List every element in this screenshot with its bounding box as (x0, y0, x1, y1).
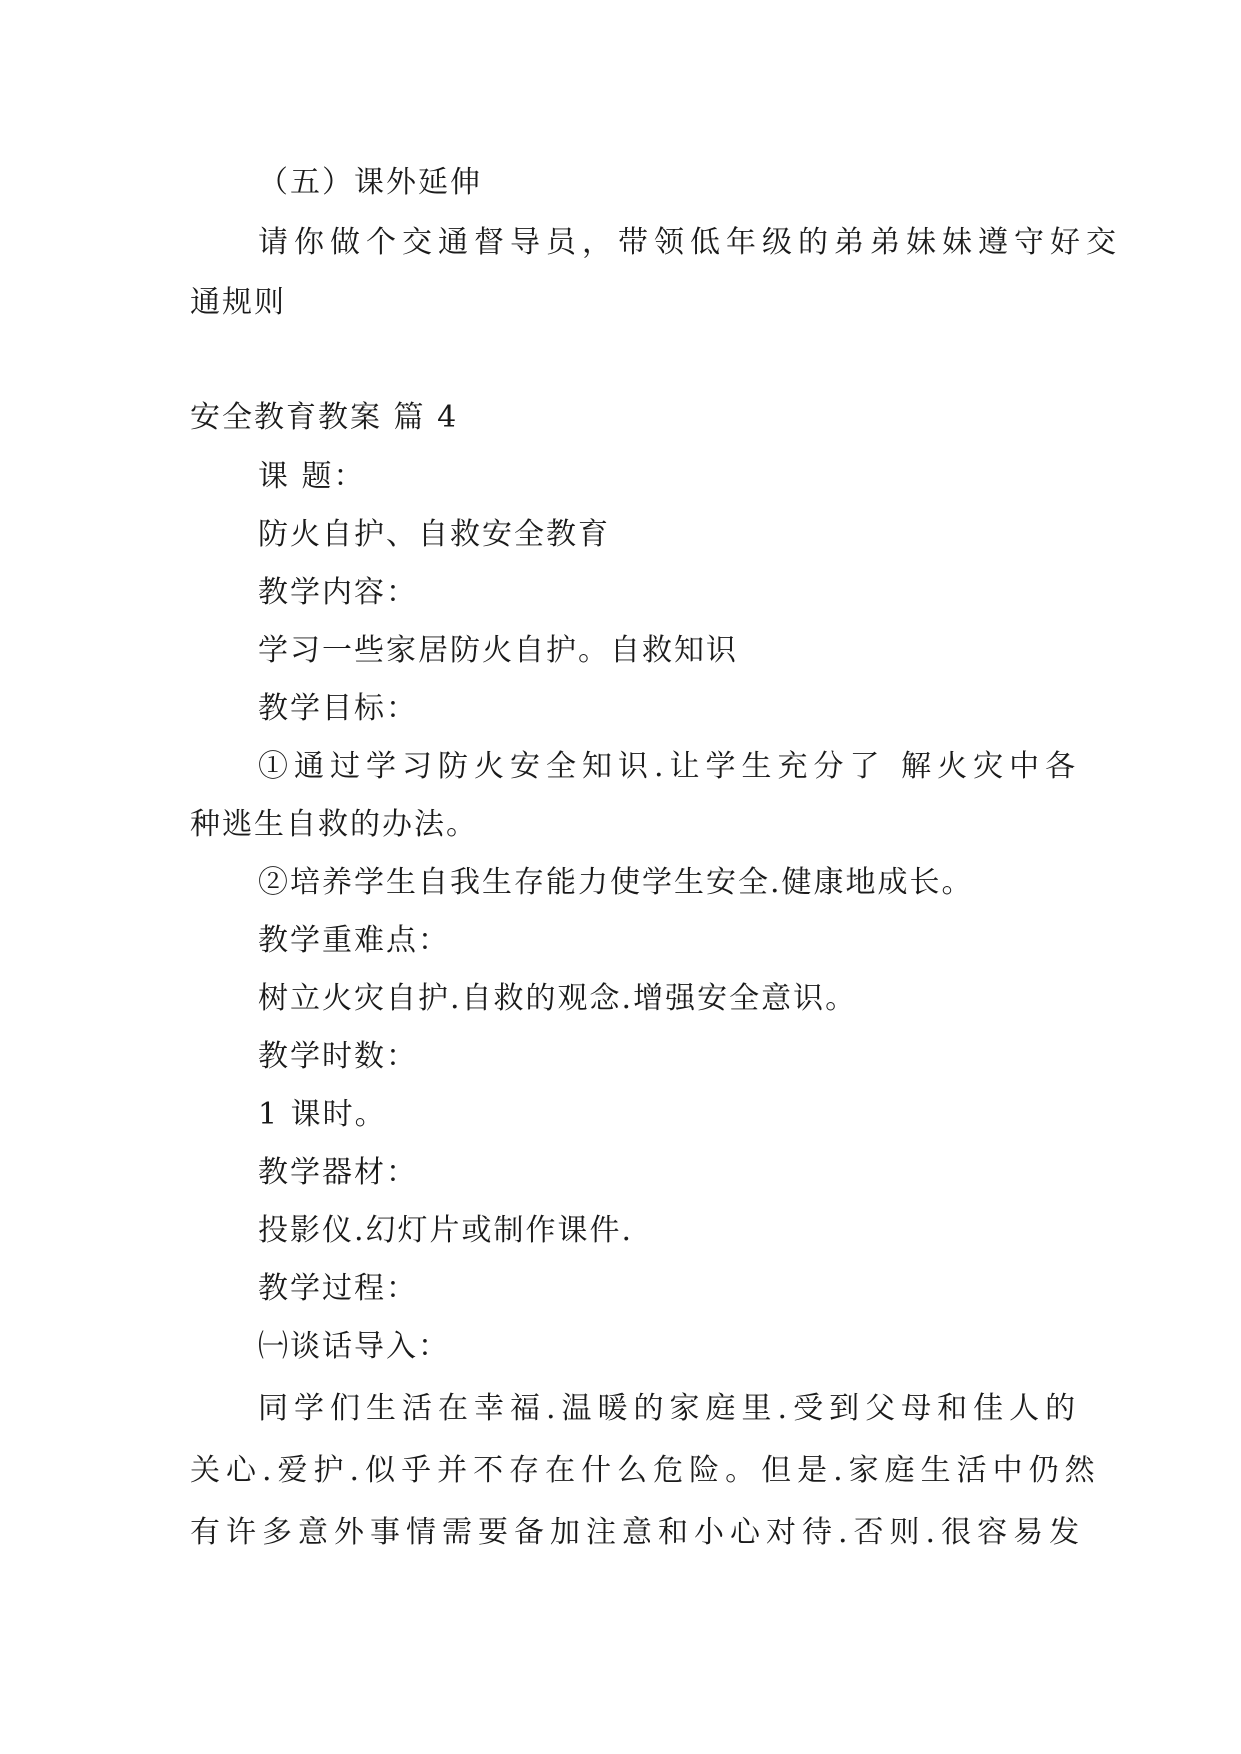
objective-item: ②培养学生自我生存能力使学生安全.健康地成长。 (258, 865, 974, 900)
paragraph-line: 通规则 (190, 285, 286, 320)
process-step-heading: ㈠谈话导入： (258, 1329, 450, 1364)
field-value-equipment: 投影仪.幻灯片或制作课件. (258, 1213, 634, 1248)
field-label-hours: 教学时数： (258, 1039, 418, 1074)
objective-item: ①通过学习防火安全知识.让学生充分了 解火灾中各 (258, 749, 1082, 784)
paragraph-line: 有许多意外事情需要备加注意和小心对待.否则.很容易发 (190, 1515, 1086, 1550)
field-label-process: 教学过程： (258, 1271, 418, 1306)
field-label-content: 教学内容： (258, 575, 418, 610)
field-value-hours: 1 课时。 (258, 1097, 387, 1132)
section-heading-extension: （五）课外延伸 (258, 165, 482, 200)
field-label-topic: 课 题： (258, 459, 366, 494)
paragraph-line: 关心.爱护.似乎并不存在什么危险。但是.家庭生活中仍然 (190, 1453, 1101, 1488)
field-value-content: 学习一些家居防火自护。自救知识 (258, 633, 738, 668)
field-value-topic: 防火自护、自救安全教育 (258, 517, 610, 552)
field-label-objectives: 教学目标： (258, 691, 418, 726)
objective-item-continuation: 种逃生自救的办法。 (190, 807, 478, 842)
paragraph-line: 同学们生活在幸福.温暖的家庭里.受到父母和佳人的 (258, 1391, 1082, 1426)
field-label-key-points: 教学重难点： (258, 923, 450, 958)
field-value-key-points: 树立火灾自护.自救的观念.增强安全意识。 (258, 981, 858, 1016)
field-label-equipment: 教学器材： (258, 1155, 418, 1190)
lesson-title: 安全教育教案 篇 4 (190, 400, 459, 435)
paragraph-line: 请你做个交通督导员，带领低年级的弟弟妹妹遵守好交 (258, 225, 1122, 260)
